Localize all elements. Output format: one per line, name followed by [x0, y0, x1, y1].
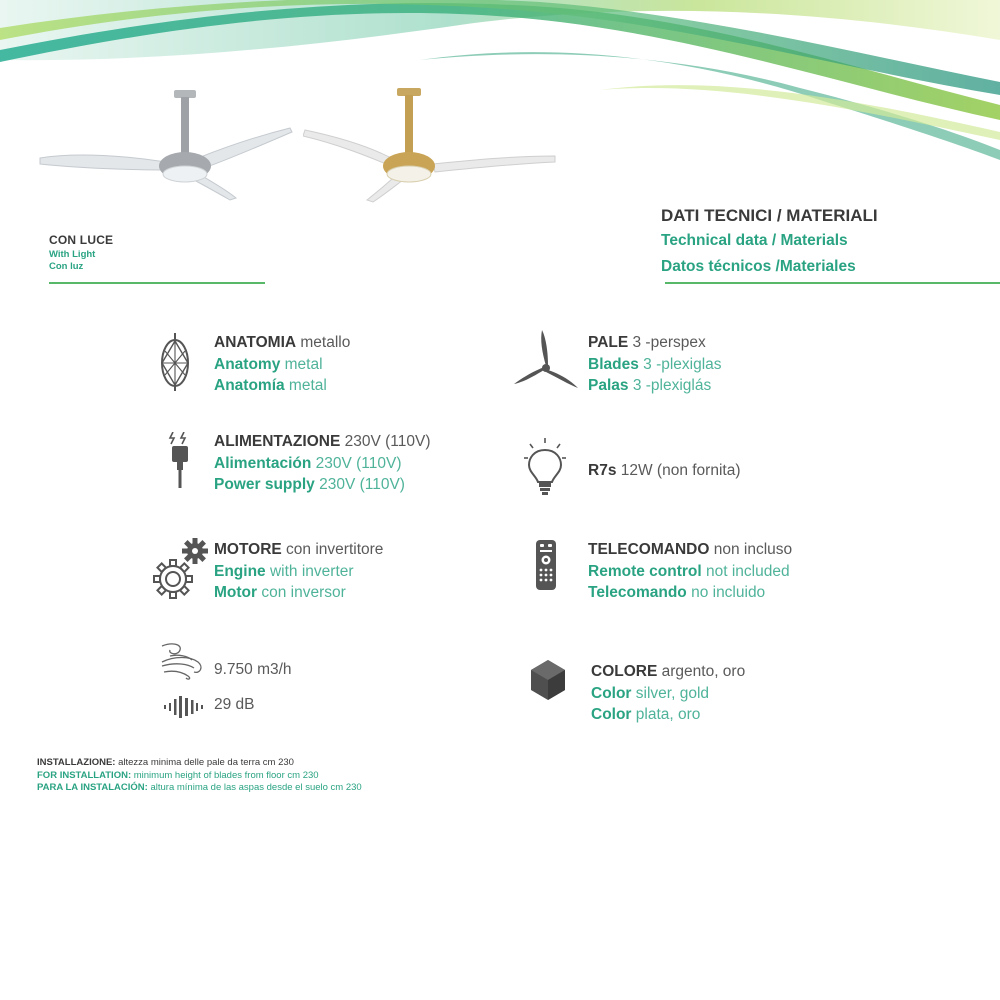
installation-label-it: INSTALLAZIONE:	[37, 757, 116, 768]
left-divider	[49, 282, 265, 284]
spec-color	[591, 661, 745, 726]
with-light-title-it: CON LUCE	[49, 233, 114, 247]
with-light-title-en: With Light	[49, 249, 96, 260]
light-bulb-icon	[524, 438, 566, 496]
motor-label-en: Engine	[214, 562, 266, 580]
motor-value-en: with inverter	[265, 562, 354, 580]
motor-label-es: Motor	[214, 584, 258, 601]
color-label-es: Color	[591, 706, 632, 723]
installation-note	[37, 757, 362, 795]
anatomy-label-en: Anatomy	[214, 355, 281, 373]
installation-value-en: minimum height of blades from floor cm 230	[131, 769, 319, 781]
anatomy-value-es: metal	[284, 377, 327, 394]
remote-value-it: non incluso	[709, 541, 793, 558]
motor-value-it: con invertitore	[281, 541, 384, 558]
remote-value-es: no incluido	[686, 584, 766, 601]
technical-data-section-header	[661, 206, 1000, 276]
gears-icon	[153, 537, 211, 599]
technical-data-title-it: DATI TECNICI / MATERIALI	[661, 206, 878, 225]
airflow-value: 9.750 m3/h	[214, 661, 292, 678]
technical-data-title-en: Technical data / Materials	[661, 232, 848, 249]
propeller-icon	[512, 330, 580, 390]
with-light-title-es: Con luz	[49, 261, 84, 272]
remote-label-en: Remote control	[588, 562, 702, 580]
blades-label-es: Palas	[588, 377, 629, 394]
airflow-icon	[160, 642, 210, 680]
color-value-en: silver, gold	[631, 684, 710, 702]
anatomy-label-es: Anatomía	[214, 377, 285, 394]
noise-value: 29 dB	[214, 696, 255, 713]
anatomy-value-it: metallo	[296, 334, 351, 351]
power-plug-icon	[168, 432, 192, 488]
color-value-es: plata, oro	[631, 706, 701, 723]
color-label-en: Color	[591, 684, 632, 702]
silver-ceiling-fan-image	[38, 80, 298, 205]
color-value-it: argento, oro	[657, 663, 746, 680]
blades-value-es: 3 -plexiglás	[628, 377, 712, 394]
installation-label-es: PARA LA INSTALACIÓN:	[37, 782, 148, 793]
anatomy-value-en: metal	[280, 355, 323, 373]
gold-ceiling-fan-image	[303, 80, 558, 205]
installation-label-en: FOR INSTALLATION:	[37, 769, 132, 781]
lamp-label: R7s	[588, 462, 617, 479]
power-label-en: Power supply	[214, 476, 315, 493]
spec-motor	[214, 539, 383, 604]
right-divider	[665, 282, 1000, 284]
spec-lamp	[588, 460, 741, 482]
remote-control-icon	[535, 539, 557, 591]
blades-label-it: PALE	[588, 334, 629, 351]
installation-value-it: altezza minima delle pale da terra cm 230	[115, 757, 294, 768]
hexagon-icon	[529, 659, 567, 701]
sound-wave-icon	[162, 694, 208, 720]
spec-blades	[588, 332, 722, 397]
with-light-section-header	[49, 233, 265, 272]
remote-value-en: not included	[701, 562, 790, 580]
power-value-es: 230V (110V)	[311, 454, 402, 472]
anatomy-label-it: ANATOMIA	[214, 334, 297, 351]
power-value-en: 230V (110V)	[314, 476, 405, 493]
power-label-es: Alimentación	[214, 454, 312, 472]
blades-label-en: Blades	[588, 355, 639, 373]
spec-remote-control	[588, 539, 792, 604]
technical-data-title-es: Datos técnicos /Materiales	[661, 258, 856, 275]
installation-value-es: altura mínima de las aspas desde el suelo cm 230	[147, 782, 362, 793]
power-label-it: ALIMENTAZIONE	[214, 433, 341, 450]
motor-value-es: con inversor	[257, 584, 346, 601]
spec-anatomy	[214, 332, 350, 397]
blades-value-it: 3 -perspex	[628, 334, 706, 351]
motor-label-it: MOTORE	[214, 541, 282, 558]
blades-value-en: 3 -plexiglas	[638, 355, 722, 373]
remote-label-it: TELECOMANDO	[588, 541, 710, 558]
remote-label-es: Telecomando	[588, 584, 687, 601]
spec-power-supply	[214, 431, 430, 496]
power-value-it: 230V (110V)	[340, 433, 431, 450]
color-label-it: COLORE	[591, 663, 658, 680]
globe-cage-icon	[160, 333, 190, 391]
lamp-value: 12W (non fornita)	[616, 462, 741, 479]
